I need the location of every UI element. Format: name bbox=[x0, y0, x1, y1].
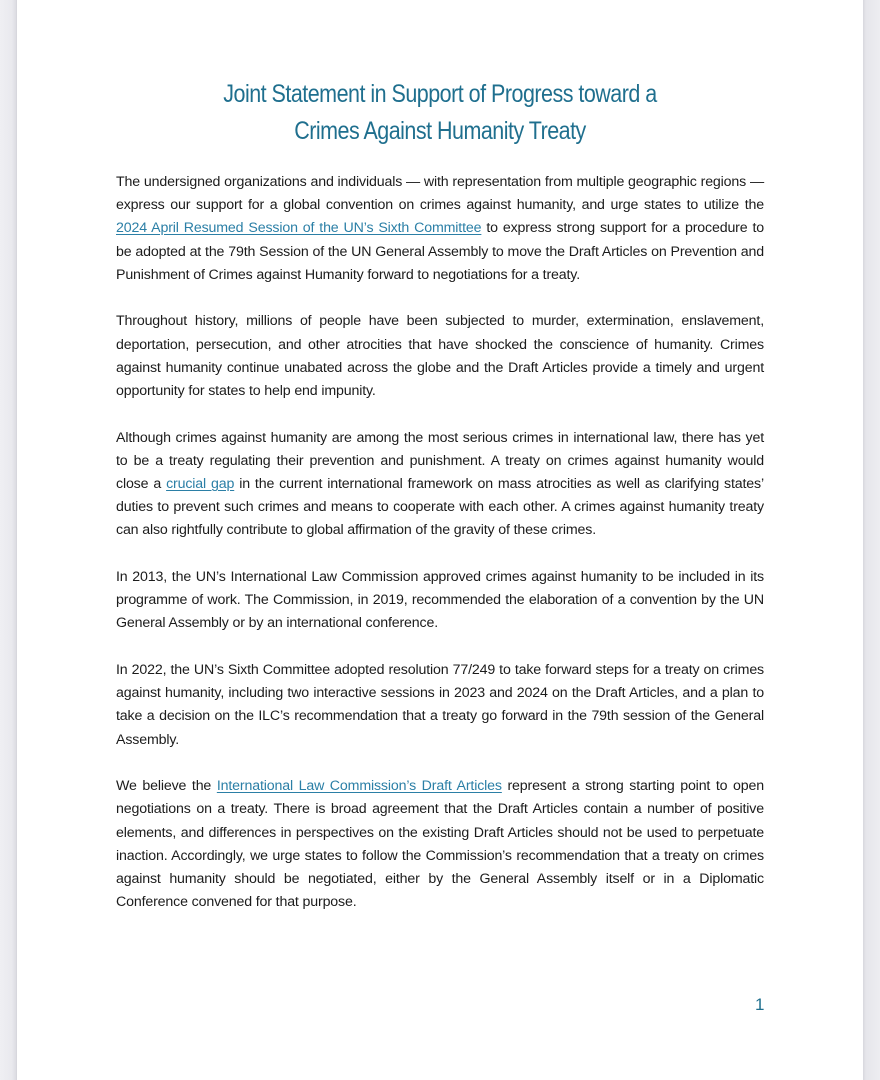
paragraph-text: We believe the bbox=[116, 778, 217, 795]
paragraph-ilc-2013: In 2013, the UN’s International Law Commission approved crimes against humanity to be included in its programme of work. The Commission, in 2019, recommended the elaboration of a convention by the UN General Assembly or by an international conference. bbox=[116, 569, 764, 632]
paragraph-sixth-committee-2022: In 2022, the UN’s Sixth Committee adopted resolution 77/249 to take forward steps for a treaty on crimes against humanity, including two interactive sessions in 2023 and 2024 on the Draft Articles, and a plan to take a decision on the ILC’s recommendation that a treaty go forward in the 79th session of the General Assembly. bbox=[116, 662, 764, 748]
viewer-right-gutter bbox=[863, 0, 880, 1080]
paragraph-text: The undersigned organizations and individuals — with representation from multiple geographic regions — express our support for a global convention on crimes against humanity, and urge states to utilize the bbox=[116, 174, 764, 214]
paragraph-treaty-gap bbox=[116, 427, 764, 543]
title-line-1: Joint Statement in Support of Progress toward a bbox=[223, 80, 657, 108]
paragraph-text: Although crimes against humanity are among the most serious crimes in international law, there has yet to be a treaty regulating their prevention and punishment. A treaty on crimes against humanity would close a bbox=[116, 429, 764, 493]
page-title bbox=[76, 76, 804, 150]
link-2024-april-resumed-session[interactable]: 2024 April Resumed Session of the UN’s Sixth Committee bbox=[116, 220, 482, 237]
paragraph-history: Throughout history, millions of people have been subjected to murder, extermination, enslavement, deportation, persecution, and other atrocities that have shocked the conscience of humanity. Crimes against humanity continue unabated across the globe and the Draft Articles provide a timely and urgent opportunity for states to help end impunity. bbox=[116, 313, 764, 400]
link-ilc-draft-articles[interactable]: International Law Commission’s Draft Articles bbox=[216, 778, 502, 795]
document-body bbox=[116, 171, 764, 938]
page-number: 1 bbox=[755, 995, 765, 1014]
title-line-2: Crimes Against Humanity Treaty bbox=[294, 117, 586, 145]
paragraph-text: in the current international framework on mass atrocities as well as clarifying states’ duties to prevent such crimes and means to cooperate with each other. A crimes against humanity treaty can also rightfully contribute to global affirmation of the gravity of these crimes. bbox=[116, 476, 764, 539]
viewer-left-gutter bbox=[0, 0, 17, 1080]
paragraph-intro bbox=[116, 171, 764, 287]
paragraph-draft-articles bbox=[116, 775, 764, 914]
paragraph-text: to express strong support for a procedure to be adopted at the 79th Session of the UN General Assembly to move the Draft Articles on Prevention and Punishment of Crimes against Humanity forward to negotiations for a treaty. bbox=[116, 220, 764, 283]
document-page bbox=[17, 0, 863, 1080]
paragraph-text: represent a strong starting point to open negotiations on a treaty. There is broad agreement that the Draft Articles contain a number of positive elements, and differences in perspectives on the existing Draft Articles should not be used to perpetuate inaction. Accordingly, we urge states to follow the Commission’s recommendation that a treaty on crimes against humanity should be negotiated, either by the General Assembly itself or in a Diplomatic Conference convened for that purpose. bbox=[116, 778, 764, 911]
link-crucial-gap[interactable]: crucial gap bbox=[166, 476, 235, 493]
